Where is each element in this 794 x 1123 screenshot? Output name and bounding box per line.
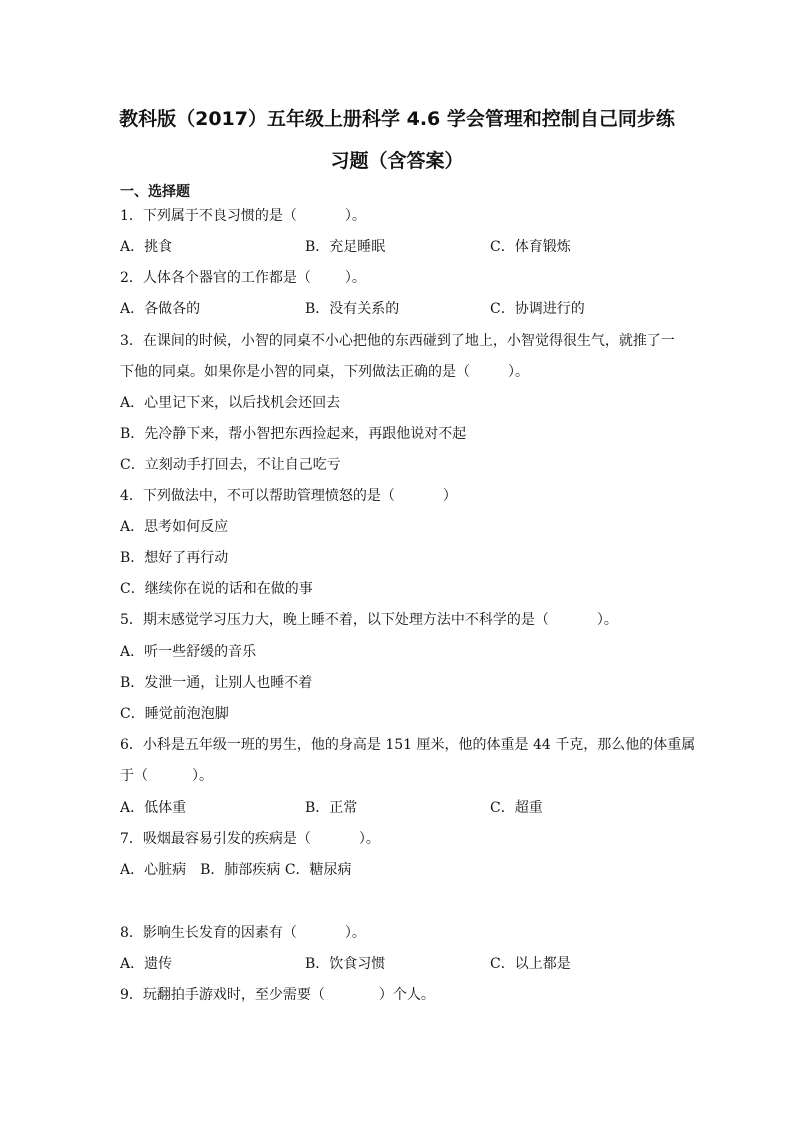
- question-3-line-1: 3．在课间的时候，小智的同桌不小心把他的东西碰到了地上，小智觉得很生气，就推了一: [120, 333, 675, 349]
- question-2: 2．人体各个器官的工作都是（ ）。: [120, 270, 366, 286]
- question-3-option-b: B．先冷静下来，帮小智把东西捡起来，再跟他说对不起: [120, 426, 467, 442]
- question-5: 5．期末感觉学习压力大，晚上睡不着，以下处理方法中不科学的是（ ）。: [120, 612, 618, 628]
- question-8: 8．影响生长发育的因素有（ ）。: [120, 925, 366, 941]
- question-5-option-b: B．发泄一通，让别人也睡不着: [120, 675, 313, 691]
- question-4-option-a: A．思考如何反应: [120, 519, 229, 535]
- question-6-line-2: 于（ ）。: [120, 768, 213, 784]
- question-4: 4．下列做法中，不可以帮助管理愤怒的是（ ）: [120, 488, 457, 504]
- question-7: 7．吸烟最容易引发的疾病是（ ）。: [120, 831, 380, 847]
- question-2-stem: 2．人体各个器官的工作都是（: [120, 270, 311, 286]
- question-5-option-c: C．睡觉前泡泡脚: [120, 706, 229, 722]
- question-3-line-2: 下他的同桌。如果你是小智的同桌，下列做法正确的是（ ）。: [120, 364, 529, 380]
- question-9: 9．玩翻拍手游戏时，至少需要（ ）个人。: [120, 987, 435, 1003]
- question-1: 1．下列属于不良习惯的是（ ）。: [120, 208, 366, 224]
- question-1-stem: 1．下列属于不良习惯的是（: [120, 208, 297, 224]
- section-heading: 一、选择题: [120, 184, 190, 200]
- question-3-option-a: A．心里记下来，以后找机会还回去: [120, 395, 341, 411]
- question-1-option-b: B．充足睡眠: [305, 239, 386, 255]
- question-8-option-c: C．以上都是: [490, 956, 571, 972]
- worksheet-title-line-2: 习题（含答案）: [330, 150, 464, 172]
- question-4-option-b: B．想好了再行动: [120, 550, 229, 566]
- question-8-option-a: A．遗传: [120, 956, 173, 972]
- question-2-option-a: A．各做各的: [120, 301, 201, 317]
- question-6-option-c: C．超重: [490, 800, 543, 816]
- question-7-options: A．心脏病 B．肺部疾病 C．糖尿病: [120, 862, 352, 878]
- question-1-option-c: C．体育锻炼: [490, 239, 571, 255]
- question-6-option-b: B．正常: [305, 800, 358, 816]
- question-5-option-a: A．听一些舒缓的音乐: [120, 644, 257, 660]
- question-2-option-b: B．没有关系的: [305, 301, 400, 317]
- question-2-option-c: C．协调进行的: [490, 301, 585, 317]
- question-6-line-1: 6．小科是五年级一班的男生，他的身高是 151 厘米，他的体重是 44 千克，那么他的体重属: [120, 737, 696, 753]
- question-3-option-c: C．立刻动手打回去，不让自己吃亏: [120, 457, 341, 473]
- question-4-option-c: C．继续你在说的话和在做的事: [120, 581, 313, 597]
- question-8-option-b: B．饮食习惯: [305, 956, 386, 972]
- worksheet-title-line-1: 教科版（2017）五年级上册科学 4.6 学会管理和控制自己同步练: [119, 108, 675, 130]
- question-6-option-a: A．低体重: [120, 800, 187, 816]
- question-1-option-a: A．挑食: [120, 239, 173, 255]
